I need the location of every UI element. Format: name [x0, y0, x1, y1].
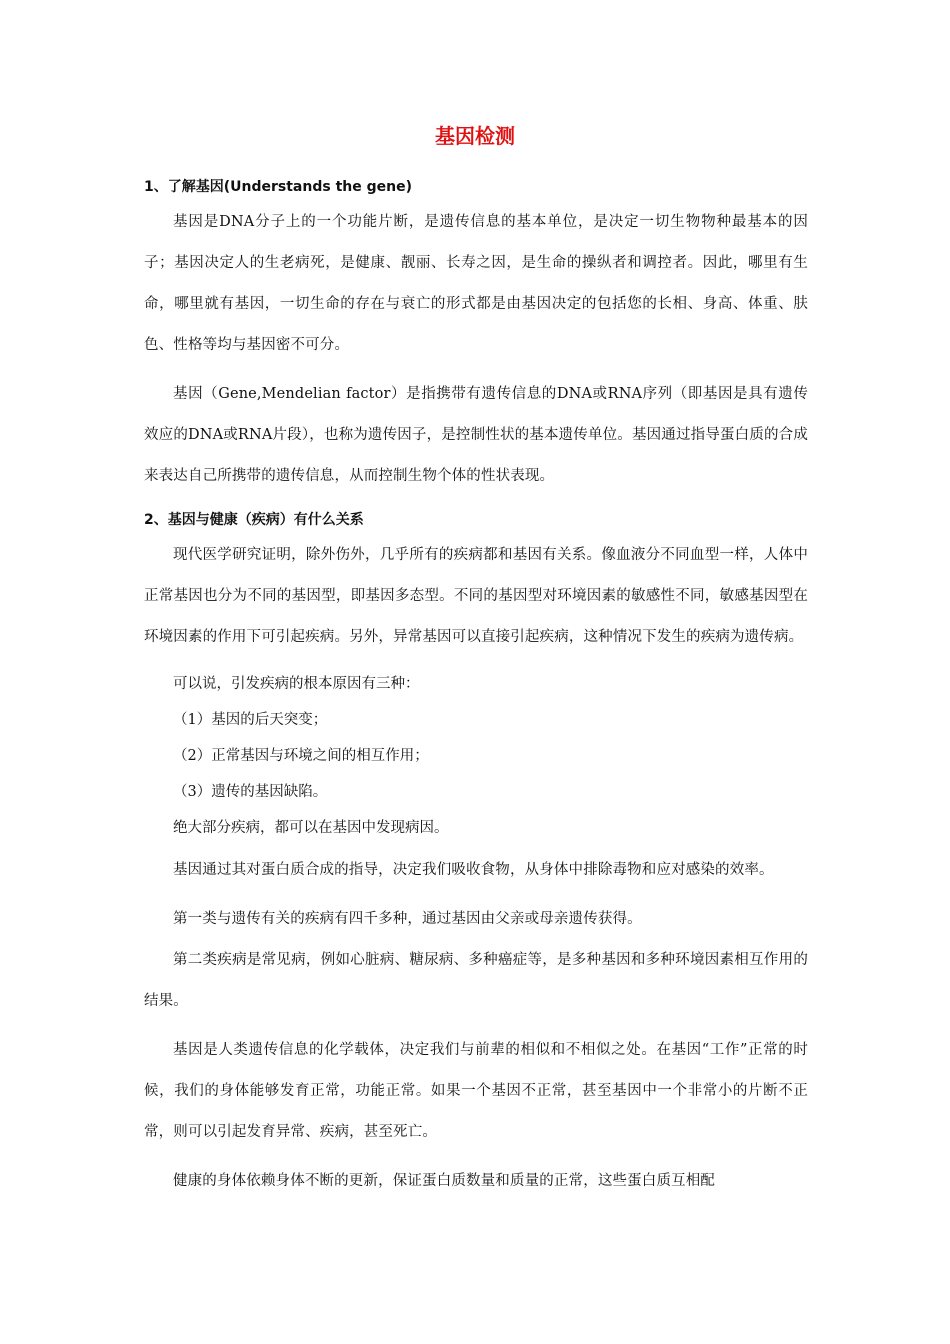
disease-type-2-paragraph: 第二类疾病是常见病，例如心脏病、糖尿病、多种癌症等，是多种基因和多种环境因素相互作用的结果。	[144, 952, 808, 1009]
cause-item-2: （2）正常基因与环境之间的相互作用；	[173, 748, 429, 764]
section-2-heading: 2、基因与健康（疾病）有什么关系	[144, 512, 364, 528]
cause-item-3: （3）遗传的基因缺陷。	[173, 784, 328, 800]
causes-intro: 可以说，引发疾病的根本原因有三种：	[173, 676, 420, 692]
metabolism-paragraph: 基因通过其对蛋白质合成的指导，决定我们吸收食物，从身体中排除毒物和应对感染的效率。	[173, 862, 774, 878]
section-1-paragraph-2: 基因（Gene,Mendelian factor）是指携带有遗传信息的DNA或RNA序列（即基因是具有遗传效应的DNA或RNA片段），也称为遗传因子，是控制性状的基本遗传单位。基因通过指导蛋白质的合成来表达自己所携带的遗传信息，从而控制生物个体的性状表现。	[144, 386, 808, 484]
health-paragraph: 健康的身体依赖身体不断的更新，保证蛋白质数量和质量的正常，这些蛋白质互相配	[173, 1173, 716, 1189]
document-body	[144, 172, 808, 1202]
section-1-paragraph-1: 基因是DNA分子上的一个功能片断，是遗传信息的基本单位，是决定一切生物物种最基本的因子；基因决定人的生老病死，是健康、靓丽、长寿之因，是生命的操纵者和调控者。因此，哪里有生命，哪里就有基因，一切生命的存在与衰亡的形式都是由基因决定的包括您的长相、身高、体重、肤色、性格等均与基因密不可分。	[144, 214, 808, 353]
disease-type-1-paragraph: 第一类与遗传有关的疾病有四千多种，通过基因由父亲或母亲遗传获得。	[173, 911, 642, 927]
document-title: 基因检测	[435, 124, 515, 148]
causes-list	[144, 702, 808, 810]
cause-item-1: （1）基因的后天突变；	[173, 712, 328, 728]
statement-paragraph: 绝大部分疾病，都可以在基因中发现病因。	[173, 820, 449, 836]
section-2-intro-paragraph: 现代医学研究证明，除外伤外，几乎所有的疾病都和基因有关系。像血液分不同血型一样，人体中正常基因也分为不同的基因型，即基因多态型。不同的基因型对环境因素的敏感性不同，敏感基因型在环境因素的作用下可引起疾病。另外，异常基因可以直接引起疾病，这种情况下发生的疾病为遗传病。	[144, 547, 808, 645]
gene-carrier-paragraph: 基因是人类遗传信息的化学载体，决定我们与前辈的相似和不相似之处。在基因“工作”正常的时候，我们的身体能够发育正常，功能正常。如果一个基因不正常，甚至基因中一个非常小的片断不正常，则可以引起发育异常、疾病，甚至死亡。	[144, 1042, 808, 1140]
section-1-heading: 1、了解基因(Understands the gene)	[144, 179, 412, 195]
